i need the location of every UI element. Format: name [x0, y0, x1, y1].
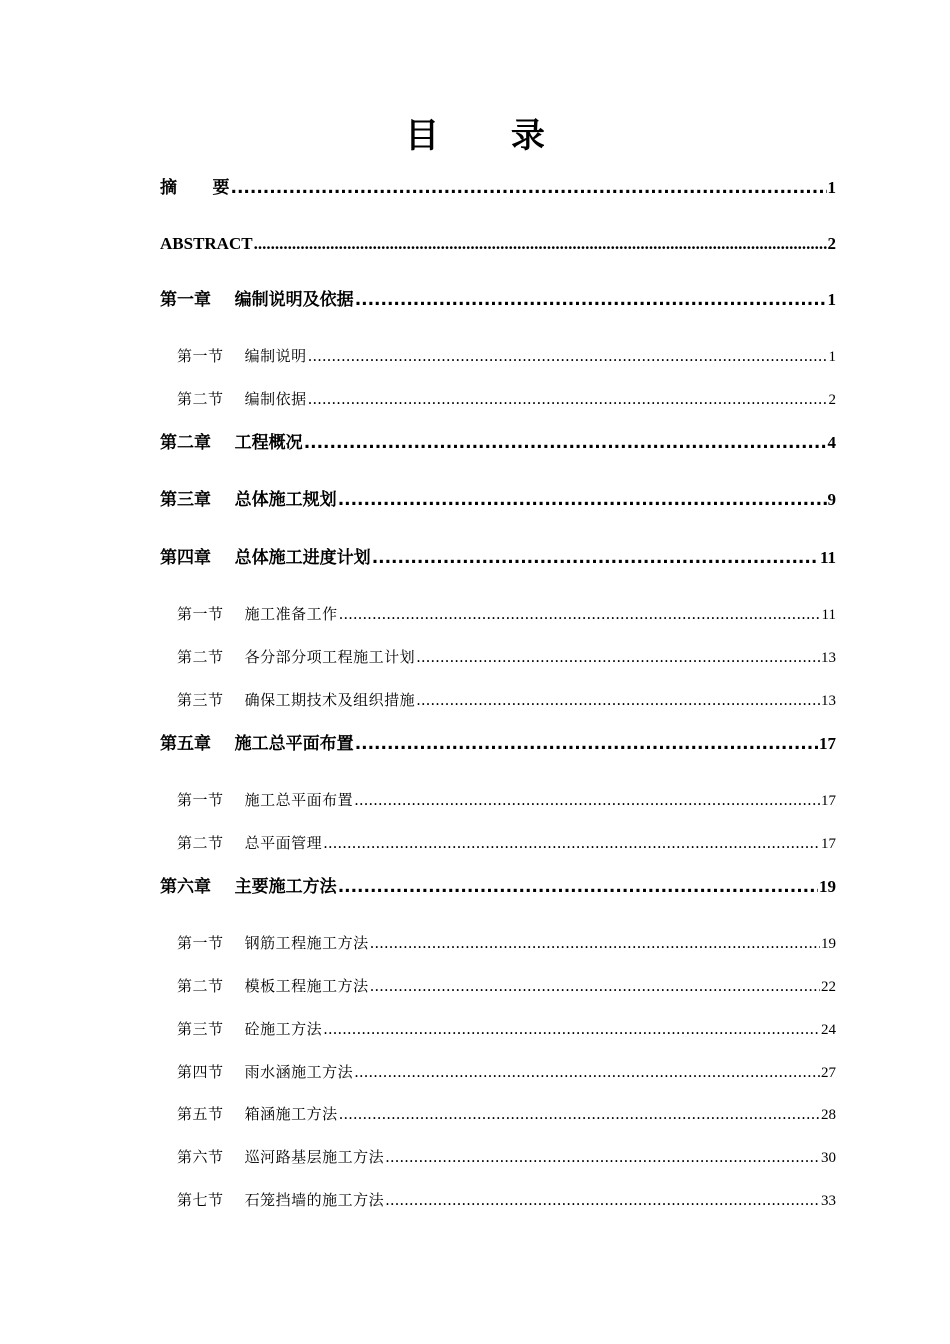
toc-entry-section-6-5[interactable]: [177, 1103, 836, 1125]
toc-entry-label: 第四章 总体施工进度计划: [160, 548, 371, 568]
dot-leader: [323, 1018, 820, 1040]
dot-leader: [355, 732, 818, 756]
toc-entry-chapter-4[interactable]: [160, 546, 836, 570]
dot-leader: [354, 1061, 820, 1083]
toc-entry-page: 19: [821, 936, 836, 952]
toc-entry-chapter-1[interactable]: [160, 288, 836, 312]
toc-entry-label: 第五章 施工总平面布置: [160, 734, 354, 754]
toc-entry-section-6-7[interactable]: [177, 1189, 836, 1211]
dot-leader: [338, 488, 827, 512]
toc-entry-section-6-6[interactable]: [177, 1146, 836, 1168]
toc-entry-label: 第六章 主要施工方法: [160, 877, 337, 897]
toc-entry-chapter-2[interactable]: [160, 431, 836, 455]
toc-entry-chapter-3[interactable]: [160, 488, 836, 512]
toc-entry-label: 第一节 钢筋工程施工方法: [177, 934, 369, 952]
toc-entry-page: 13: [821, 693, 836, 709]
toc-title: 目 录: [405, 116, 575, 156]
toc-entry-page: 1: [828, 349, 836, 365]
dot-leader: [372, 546, 819, 570]
toc-entry-page: 1: [827, 178, 836, 197]
dot-leader: [338, 875, 818, 899]
dot-leader: [385, 1146, 820, 1168]
toc-entry-page: 28: [821, 1107, 836, 1123]
toc-entry-label: 第一节 编制说明: [177, 347, 307, 365]
toc-entry-abstract-en[interactable]: [160, 232, 836, 256]
toc-entry-page: 19: [819, 877, 836, 896]
toc-entry-section-5-1[interactable]: [177, 789, 836, 811]
toc-entry-page: 11: [819, 548, 836, 567]
toc-entry-label: 第六节 巡河路基层施工方法: [177, 1148, 385, 1166]
dot-leader: [416, 689, 820, 711]
dot-leader: [254, 232, 827, 256]
toc-entry-section-1-1[interactable]: [177, 345, 836, 367]
toc-entry-chapter-6[interactable]: [160, 875, 836, 899]
toc-entry-label: 第三节 砼施工方法: [177, 1020, 323, 1038]
dot-leader: [339, 1103, 820, 1125]
dot-leader: [385, 1189, 820, 1211]
toc-entry-chapter-5[interactable]: [160, 732, 836, 756]
toc-entry-page: 2: [827, 234, 836, 253]
toc-entry-section-6-1[interactable]: [177, 932, 836, 954]
toc-entry-section-4-2[interactable]: [177, 646, 836, 668]
toc-entry-label: 第二节 编制依据: [177, 390, 307, 408]
toc-entry-label: 第二节 各分部分项工程施工计划: [177, 648, 416, 666]
toc-entry-label: 第一节 施工总平面布置: [177, 791, 354, 809]
toc-entry-label: 第二节 总平面管理: [177, 834, 323, 852]
toc-entry-page: 30: [821, 1150, 836, 1166]
dot-leader: [308, 345, 828, 367]
toc-entry-label: 第二章 工程概况: [160, 433, 303, 453]
toc-entry-section-4-1[interactable]: [177, 603, 836, 625]
toc-entry-section-6-2[interactable]: [177, 975, 836, 997]
dot-leader: [354, 789, 820, 811]
toc-entry-page: 17: [819, 734, 836, 753]
dot-leader: [370, 932, 820, 954]
toc-entry-section-6-3[interactable]: [177, 1018, 836, 1040]
toc-entry-page: 33: [821, 1193, 836, 1209]
toc-entry-section-4-3[interactable]: [177, 689, 836, 711]
toc-entry-page: 24: [821, 1022, 836, 1038]
toc-entry-page: 9: [827, 490, 836, 509]
toc-entry-abstract-cn[interactable]: [160, 176, 836, 200]
toc-entry-label: 第二节 模板工程施工方法: [177, 977, 369, 995]
dot-leader: [304, 431, 827, 455]
toc-entry-section-6-4[interactable]: [177, 1061, 836, 1083]
toc-entry-section-1-2[interactable]: [177, 388, 836, 410]
toc-entry-page: 27: [821, 1065, 836, 1081]
dot-leader: [355, 288, 827, 312]
toc-entry-label: 第三节 确保工期技术及组织措施: [177, 691, 416, 709]
toc-entry-label: 第五节 箱涵施工方法: [177, 1105, 338, 1123]
dot-leader: [370, 975, 820, 997]
toc-entry-label: 摘 要: [160, 178, 230, 198]
toc-entry-page: 13: [821, 650, 836, 666]
toc-entry-label: 第三章 总体施工规划: [160, 490, 337, 510]
toc-entry-page: 22: [821, 979, 836, 995]
toc-entry-label: 第四节 雨水涵施工方法: [177, 1063, 354, 1081]
toc-entry-page: 11: [821, 607, 836, 623]
toc-entry-page: 17: [821, 836, 836, 852]
toc-entry-label: 第一章 编制说明及依据: [160, 290, 354, 310]
dot-leader: [231, 176, 827, 200]
dot-leader: [323, 832, 820, 854]
toc-entry-page: 4: [827, 433, 836, 452]
toc-entry-section-5-2[interactable]: [177, 832, 836, 854]
toc-entry-page: 17: [821, 793, 836, 809]
toc-entry-label: ABSTRACT: [160, 234, 253, 253]
dot-leader: [339, 603, 821, 625]
toc-entry-label: 第一节 施工准备工作: [177, 605, 338, 623]
dot-leader: [308, 388, 828, 410]
toc-entry-page: 2: [828, 392, 836, 408]
toc-entry-page: 1: [827, 290, 836, 309]
dot-leader: [416, 646, 820, 668]
toc-entry-label: 第七节 石笼挡墙的施工方法: [177, 1191, 385, 1209]
